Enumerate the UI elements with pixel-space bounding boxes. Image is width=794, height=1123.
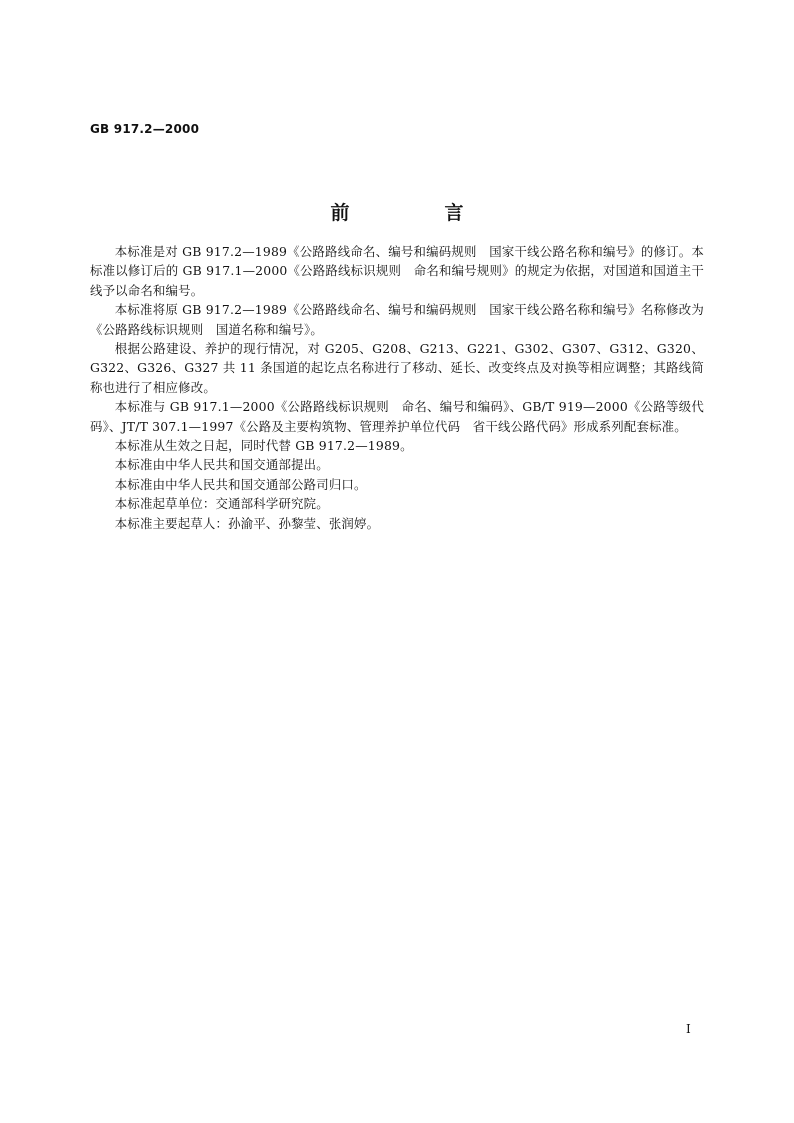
paragraph-effective: 本标准从生效之日起，同时代替 GB 917.2—1989。 [114,438,413,454]
standard-number-header: GB 917.2—2000 [90,122,200,136]
foreword-body [90,242,704,533]
paragraph-administered-by: 本标准由中华人民共和国交通部公路司归口。 [114,476,367,492]
page-title: 前 言 [330,202,502,224]
paragraph-rename: 本标准将原 GB 917.2—1989《公路路线命名、编号和编码规则 国家干线公路名称和编号》名称修改为《公路路线标识规则 国道名称和编号》。 [90,302,704,337]
paragraph-drafters: 本标准主要起草人：孙渝平、孙黎莹、张润婷。 [114,515,380,531]
paragraph-proposed-by: 本标准由中华人民共和国交通部提出。 [114,457,329,473]
paragraph-revision: 本标准是对 GB 917.2—1989《公路路线命名、编号和编码规则 国家干线公路名称和编号》的修订。本标准以修订后的 GB 917.1—2000《公路路线标识规则 命名和编号规则》的规定为依据，对国道和国道主干线予以命名和编号。 [90,244,704,298]
page-number: I [686,1022,691,1036]
paragraph-series: 本标准与 GB 917.1—2000《公路路线标识规则 命名、编号和编码》、GB/T 919—2000《公路等级代码》、JT/T 307.1—1997《公路及主要构筑物、管理养护单位代码 省干线公路代码》形成系列配套标准。 [90,399,704,434]
paragraph-adjustments: 根据公路建设、养护的现行情况，对 G205、G208、G213、G221、G302、G307、G312、G320、G322、G326、G327 共 11 条国道的起讫点名称进行了移动、延长、改变终点及对换等相应调整；其路线简称也进行了相应修改。 [90,341,704,395]
paragraph-drafting-unit: 本标准起草单位：交通部科学研究院。 [114,496,329,512]
